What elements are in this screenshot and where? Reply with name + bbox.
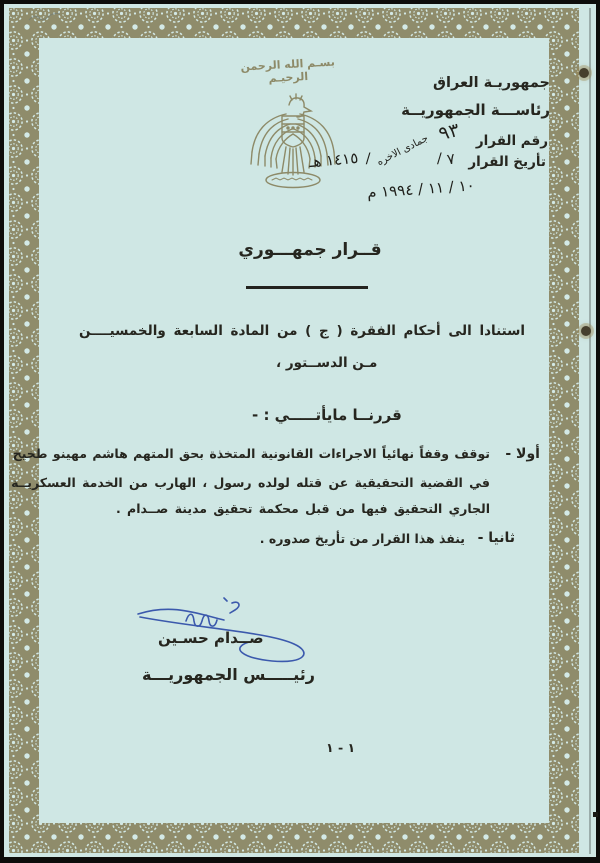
punch-hole-bottom	[581, 326, 591, 336]
presidency-title: رئاســـة الجمهوريــة	[401, 101, 550, 119]
gregorian-date: ١٠ / ١١ / ١٩٩٤ م	[366, 176, 476, 202]
eagle-emblem-icon	[240, 92, 346, 190]
item-first-label: أولا -	[505, 446, 540, 462]
item-first-line-3: الجاري التحقيق فيها من قبل محكمة تحقيق مدينة صــدام .	[115, 501, 490, 516]
decree-number-row	[433, 118, 548, 152]
item-second-text: ينفذ هذا القرار من تأريخ صدوره .	[259, 531, 465, 546]
preamble-line-1: استنادا الى أحكام الفقرة ( ج ) من المادة السابعة والخمسيــــن	[79, 323, 525, 339]
bismillah-calligraphy: بسـم الله الرحمن الرحيـم	[240, 55, 336, 86]
item-first-line-1: توقف وقفاً نهائياً الاجراءات القانونية المتخذة بحق المتهم هاشم مهينو طخيخ	[12, 446, 490, 461]
decree-title: قــرار جمهـــوري	[238, 240, 382, 260]
decision-lead: قررنــا مايأتـــــي : -	[252, 406, 402, 424]
decree-date-label: تأريخ القرار	[468, 154, 546, 170]
page-edge-line	[589, 8, 591, 854]
decree-date-sep: /	[365, 151, 371, 167]
title-rule	[246, 286, 368, 289]
scan-speck	[593, 812, 598, 817]
signatory-name: صــدام حسـين	[158, 629, 264, 647]
item-second-label: ثانيا -	[477, 530, 515, 546]
decree-date-year: ١٤١٥ هـ	[308, 148, 360, 172]
punch-hole-top	[579, 68, 589, 78]
decree-number-label: رقم القرار	[475, 133, 548, 149]
signatory-title: رئيـــــس الجمهوريـــة	[142, 665, 315, 684]
item-first-line-2: في القضية التحقيقية عن قتله لولده رسول ، الهارب من الخدمة العسكريــة	[11, 475, 490, 490]
decree-number-value: ٩٣	[436, 118, 462, 146]
decree-date-day: ٧	[445, 149, 457, 169]
decree-date-month: جمادى الاخره	[375, 132, 430, 169]
preamble-line-2: مـن الدســتور ،	[276, 355, 378, 371]
page-number: ١ - ١	[326, 740, 356, 755]
country-title: جمهوريـة العراق	[433, 75, 550, 91]
decree-date-sep: /	[437, 151, 442, 167]
pencil-mark	[26, 6, 66, 28]
